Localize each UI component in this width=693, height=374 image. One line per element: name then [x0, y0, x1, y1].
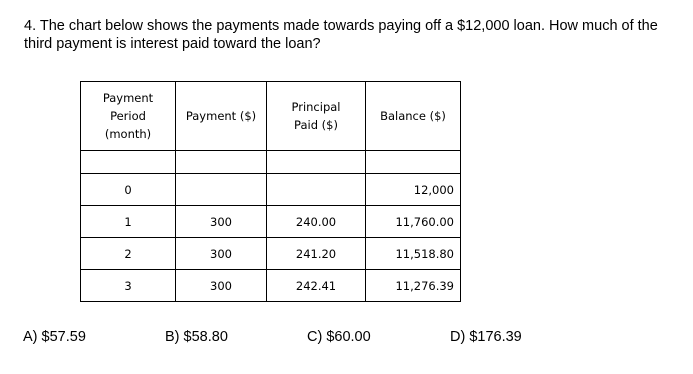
table-spacer-row — [81, 151, 461, 174]
period-cell: 1 — [81, 206, 176, 238]
payment-cell — [176, 174, 267, 206]
table-row — [81, 270, 461, 302]
choice-c[interactable]: C) $60.00 — [307, 329, 371, 345]
payment-cell: 300 — [176, 238, 267, 270]
principal-cell: 240.00 — [267, 206, 366, 238]
header-payment-period — [81, 82, 176, 151]
choice-b[interactable]: B) $58.80 — [165, 329, 228, 345]
table-cell — [176, 151, 267, 174]
table-row — [81, 238, 461, 270]
principal-cell: 241.20 — [267, 238, 366, 270]
table-row — [81, 206, 461, 238]
question-text: 4. The chart below shows the payments made towards paying off a $12,000 loan. How much of the third payment is interest paid toward the loan? — [24, 18, 658, 52]
principal-cell: 242.41 — [267, 270, 366, 302]
choice-d[interactable]: D) $176.39 — [450, 329, 522, 345]
table-row — [81, 174, 461, 206]
header-line: (month) — [104, 127, 152, 141]
header-line: Payment — [102, 91, 154, 105]
header-line: Period — [110, 109, 146, 123]
payment-cell: 300 — [176, 270, 267, 302]
table-cell — [81, 151, 176, 174]
table-cell — [366, 151, 461, 174]
balance-cell: 11,760.00 — [366, 206, 461, 238]
header-line: Principal — [291, 100, 341, 114]
header-line: Payment ($) — [185, 109, 257, 123]
header-payment — [176, 82, 267, 151]
header-line: Paid ($) — [294, 118, 338, 132]
header-principal-paid — [267, 82, 366, 151]
period-cell: 0 — [81, 174, 176, 206]
answer-choices — [0, 329, 693, 349]
payment-cell: 300 — [176, 206, 267, 238]
loan-payment-table — [80, 81, 461, 302]
balance-cell: 12,000 — [366, 174, 461, 206]
choice-a[interactable]: A) $57.59 — [23, 329, 86, 345]
header-line: Balance ($) — [380, 109, 446, 123]
period-cell: 3 — [81, 270, 176, 302]
header-balance — [366, 82, 461, 151]
balance-cell: 11,518.80 — [366, 238, 461, 270]
table-cell — [267, 151, 366, 174]
table-header-row — [81, 82, 461, 151]
principal-cell — [267, 174, 366, 206]
balance-cell: 11,276.39 — [366, 270, 461, 302]
period-cell: 2 — [81, 238, 176, 270]
